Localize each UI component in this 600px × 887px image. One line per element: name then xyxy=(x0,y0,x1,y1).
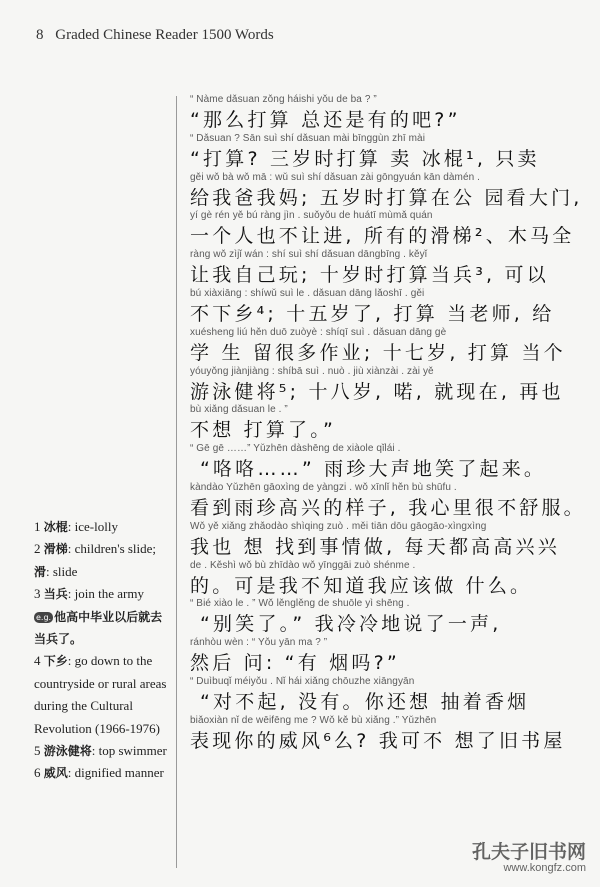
pinyin-line: “ Bié xiào le . ” Wǒ lěnglěng de shuōle yì shēng . xyxy=(190,598,410,610)
chinese-line: 不下乡⁴; 十五岁了, 打算 当老师, 给 xyxy=(190,302,555,325)
pinyin-line: “ Nàme dǎsuan zǒng háishi yǒu de ba ? ” xyxy=(190,94,377,105)
text-line xyxy=(190,94,586,133)
text-line xyxy=(190,249,586,288)
note-4: 4 下乡: go down to the countryside or rural areas during the Cultural Revolution (1966-1976) xyxy=(34,653,167,736)
watermark-text: 孔夫子旧书网 xyxy=(471,841,586,863)
chinese-line: “对不起, 没有。你还想 抽着香烟 xyxy=(200,690,530,713)
text-line xyxy=(190,327,586,366)
chinese-line: 让我自己玩; 十岁时打算当兵³, 可以 xyxy=(190,264,549,287)
reading-text xyxy=(190,94,586,754)
text-line xyxy=(190,676,586,715)
pinyin-line: bù xiǎng dǎsuan le . ” xyxy=(190,404,288,416)
pinyin-line: “ Duìbuqǐ méiyǒu . Nǐ hái xiǎng chōuzhe xiāngyān xyxy=(190,675,415,687)
chinese-line: 不想 打算了。” xyxy=(190,419,336,442)
note-2: 2 滑梯: children's slide; xyxy=(34,541,157,557)
text-line xyxy=(190,521,586,560)
watermark xyxy=(472,842,586,875)
pinyin-line: yóuyǒng jiànjiàng : shíbā suì . nuò . jiù xiànzài . zài yě xyxy=(190,365,434,377)
text-line xyxy=(190,598,586,637)
text-line xyxy=(190,443,586,482)
note-2b: 滑: slide xyxy=(34,563,78,579)
margin-divider xyxy=(176,96,177,868)
example-tag: e.g. xyxy=(36,612,52,622)
page-header xyxy=(36,27,274,44)
pinyin-line: ràng wǒ zìjǐ wán : shí suì shí dǎsuan dāngbīng . kěyǐ xyxy=(190,249,428,261)
text-line xyxy=(190,482,586,521)
text-line xyxy=(190,172,586,211)
pinyin-line: “ Dǎsuan ? Sān suì shí dǎsuan mài bīnggùn zhī mài xyxy=(190,132,426,144)
chinese-line: 我也 想 找到事情做, 每天都高高兴兴 xyxy=(190,535,560,558)
note-1: 1 冰棍: ice-lolly xyxy=(34,519,118,534)
pinyin-line: bú xiàxiāng : shíwǔ suì le . dǎsuan dāng lǎoshī . gěi xyxy=(190,287,425,299)
chinese-line: 然后 问: “有 烟吗?” xyxy=(190,652,400,675)
text-line xyxy=(190,560,586,599)
pinyin-line: “ Gē gē ……” Yǔzhēn dàshēng de xiàole qǐlái . xyxy=(190,443,401,455)
chinese-line: “别笑了。” 我冷冷地说了一声, xyxy=(200,613,502,636)
pinyin-line: ránhòu wèn : “ Yǒu yān ma ? ” xyxy=(190,637,328,649)
chinese-line: 表现你的威风⁶么? 我可不 想了旧书屋 xyxy=(190,729,566,752)
pinyin-line: de . Kěshì wǒ bù zhīdào wǒ yīnggāi zuò shénme . xyxy=(190,559,416,571)
text-line xyxy=(190,404,586,443)
chinese-line: “打算? 三岁时打算 卖 冰棍¹, 只卖 xyxy=(190,147,540,170)
pinyin-line: yí gè rén yě bú ràng jìn . suǒyǒu de huátī mùmǎ quán xyxy=(190,210,433,222)
text-line xyxy=(190,715,586,754)
note-3-example: e.g. 他高中毕业以后就去当兵了。 xyxy=(34,609,163,647)
text-line xyxy=(190,288,586,327)
pinyin-line: kàndào Yǔzhēn gāoxìng de yàngzi . wǒ xīnlǐ hěn bù shūfu . xyxy=(190,481,457,493)
chinese-line: 的。可是我不知道我应该做 什么。 xyxy=(190,574,533,597)
chinese-line: 学 生 留很多作业; 十七岁, 打算 当个 xyxy=(190,341,566,364)
note-5: 5 游泳健将: top swimmer xyxy=(34,743,167,759)
note-6: 6 威风: dignified manner xyxy=(34,765,164,781)
text-line xyxy=(190,637,586,676)
text-line xyxy=(190,210,586,249)
chinese-line: “咯咯……” 雨珍大声地笑了起来。 xyxy=(200,458,547,481)
chinese-line: 看到雨珍高兴的样子, 我心里很不舒服。 xyxy=(190,496,586,519)
pinyin-line: biǎoxiàn nǐ de wēifēng me ? Wǒ kě bù xiǎng .” Yǔzhēn xyxy=(190,714,437,726)
watermark-url: www.kongfz.com xyxy=(503,862,586,874)
pinyin-line: gěi wǒ bà wǒ mā : wǔ suì shí dǎsuan zài gōngyuán kān dàmén . xyxy=(190,171,481,183)
chinese-line: “那么打算 总还是有的吧?” xyxy=(190,109,461,131)
chinese-line: 游泳健将⁵; 十八岁, 喏, 就现在, 再也 xyxy=(190,380,564,403)
book-title: Graded Chinese Reader 1500 Words xyxy=(55,27,274,43)
page-number: 8 xyxy=(36,27,44,43)
text-line xyxy=(190,133,586,172)
chinese-line: 一个人也不让进, 所有的滑梯²、木马全 xyxy=(190,225,575,248)
pinyin-line: Wǒ yě xiǎng zhǎodào shìqing zuò . měi tiān dōu gāogāo-xìngxìng xyxy=(190,520,487,532)
text-line xyxy=(190,366,586,405)
note-3: 3 当兵: join the army xyxy=(34,586,144,602)
chinese-line: 给我爸我妈; 五岁时打算在公 园看大门, xyxy=(190,186,583,209)
pinyin-line: xuésheng liú hěn duō zuòyè : shíqī suì . dǎsuan dāng gè xyxy=(190,326,447,338)
vocabulary-notes xyxy=(34,516,168,785)
